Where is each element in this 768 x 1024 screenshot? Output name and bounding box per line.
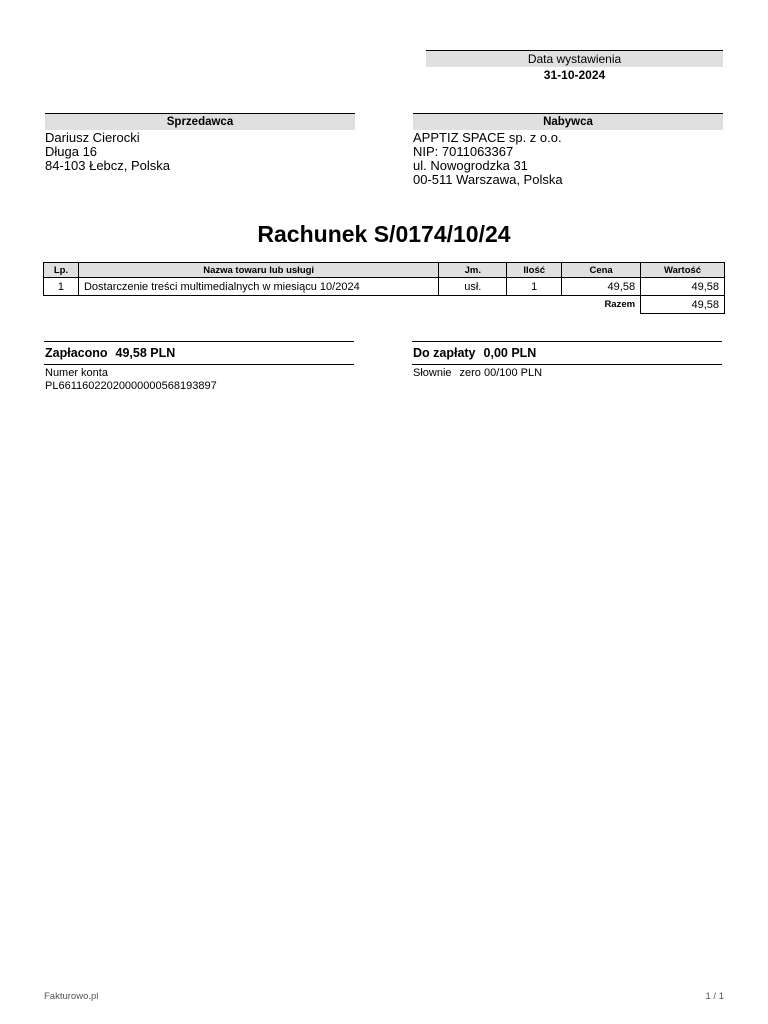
col-name-header: Nazwa towaru lub usługi xyxy=(78,263,438,278)
seller-street: Długa 16 xyxy=(45,144,98,159)
buyer-city: 00-511 Warszawa, Polska xyxy=(413,172,563,187)
buyer-header: Nabywca xyxy=(413,113,723,130)
buyer-block xyxy=(413,113,723,187)
seller-name: Dariusz Cierocki xyxy=(45,130,140,145)
row-unit: usł. xyxy=(439,278,507,296)
words-label: Słownie xyxy=(413,367,452,379)
words-value: zero 00/100 PLN xyxy=(459,367,543,379)
buyer-street: ul. Nowogrodzka 31 xyxy=(413,158,528,173)
paid-block xyxy=(44,341,354,393)
buyer-nip: NIP: 7011063367 xyxy=(413,144,514,159)
footer-brand: Fakturowo.pl xyxy=(44,991,99,1002)
buyer-name: APPTIZ SPACE sp. z o.o. xyxy=(413,130,562,145)
col-price-header: Cena xyxy=(562,263,641,278)
document-title: Rachunek S/0174/10/24 xyxy=(257,221,511,247)
items-header-row xyxy=(44,263,725,278)
to-pay-amount: 0,00 PLN xyxy=(483,346,537,360)
paid-amount: 49,58 PLN xyxy=(115,346,176,360)
to-pay-block xyxy=(412,341,722,380)
col-unit-header: Jm. xyxy=(439,263,507,278)
account-number: PL66116022020000000568193897 xyxy=(45,380,217,392)
row-price: 49,58 xyxy=(562,278,641,296)
row-lp: 1 xyxy=(44,278,79,296)
row-name: Dostarczenie treści multimedialnych w miesiącu 10/2024 xyxy=(78,278,438,296)
total-label: Razem xyxy=(604,298,636,310)
paid-label: Zapłacono xyxy=(45,346,108,360)
total-value: 49,58 xyxy=(641,296,725,314)
row-qty: 1 xyxy=(507,278,562,296)
seller-city: 84-103 Łebcz, Polska xyxy=(45,158,171,173)
page-number: 1 / 1 xyxy=(705,991,724,1002)
issue-date-value: 31-10-2024 xyxy=(543,68,606,82)
issue-date-label: Data wystawienia xyxy=(426,50,723,67)
row-value: 49,58 xyxy=(641,278,725,296)
total-row xyxy=(44,296,725,314)
table-row xyxy=(44,278,725,296)
seller-block xyxy=(45,113,355,173)
issue-date-block xyxy=(426,50,723,83)
items-table xyxy=(43,262,725,314)
seller-header: Sprzedawca xyxy=(45,113,355,130)
col-qty-header: Ilość xyxy=(507,263,562,278)
col-lp-header: Lp. xyxy=(44,263,79,278)
account-label: Numer konta xyxy=(45,367,108,379)
col-value-header: Wartość xyxy=(641,263,725,278)
to-pay-label: Do zapłaty xyxy=(413,346,476,360)
